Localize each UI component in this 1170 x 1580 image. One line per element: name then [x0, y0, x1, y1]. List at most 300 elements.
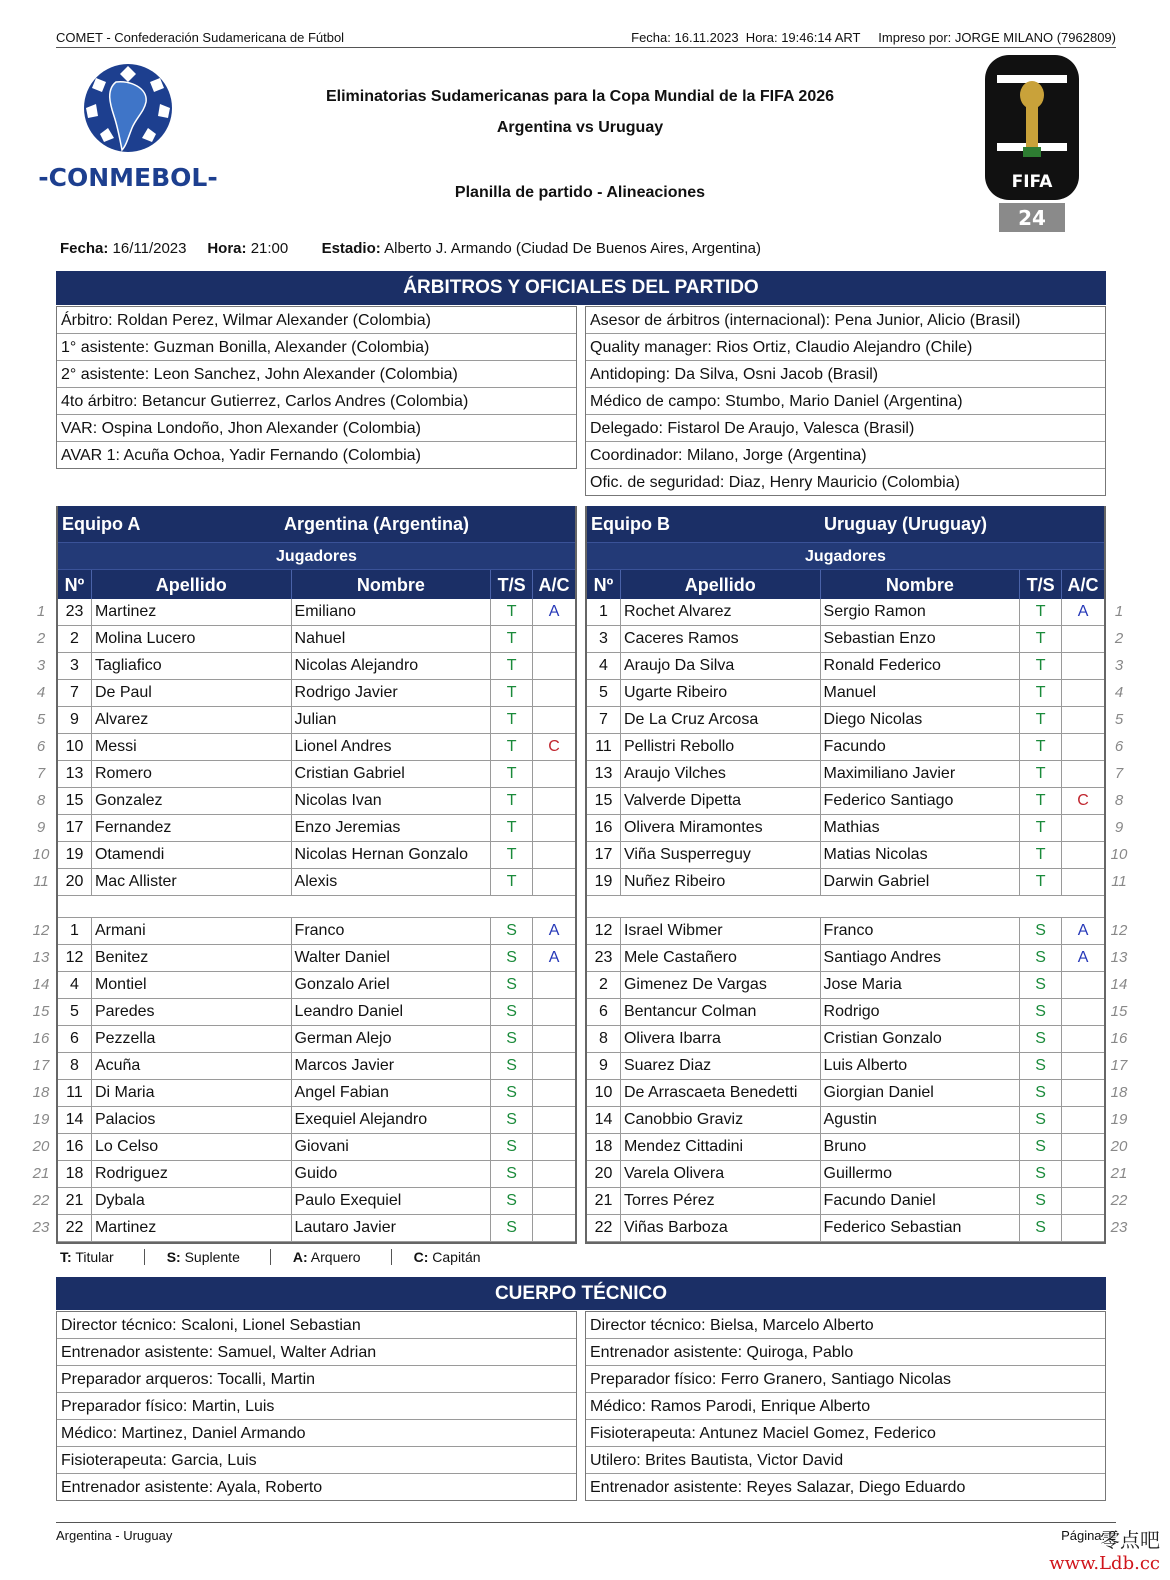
- player-apellido: Messi: [92, 734, 292, 760]
- player-apellido: Ugarte Ribeiro: [621, 680, 821, 706]
- player-nombre: Matias Nicolas: [821, 842, 1021, 868]
- list-item: Fisioterapeuta: Antunez Maciel Gomez, Federico: [586, 1420, 1105, 1447]
- player-ac: [533, 707, 575, 733]
- list-item: 4to árbitro: Betancur Gutierrez, Carlos Andres (Colombia): [57, 388, 576, 415]
- player-number: 8: [58, 1053, 92, 1079]
- player-row: [587, 1053, 1104, 1080]
- legend-key: C:: [413, 1249, 429, 1265]
- player-row: [58, 869, 575, 896]
- player-row: [587, 599, 1104, 626]
- row-index: 18: [1110, 1084, 1128, 1101]
- player-number: 19: [58, 842, 92, 868]
- player-ts: S: [1020, 945, 1062, 971]
- player-row: [58, 599, 575, 626]
- row-index: 16: [32, 1030, 50, 1047]
- player-number: 17: [58, 815, 92, 841]
- player-nombre: Angel Fabian: [292, 1080, 492, 1106]
- team-b-header: [587, 506, 1104, 542]
- player-number: 3: [587, 626, 621, 652]
- players-subheader: Jugadores: [587, 542, 1104, 569]
- player-nombre: Nicolas Alejandro: [292, 653, 492, 679]
- staff-left-list: [56, 1311, 577, 1501]
- list-item: Director técnico: Bielsa, Marcelo Alberto: [586, 1312, 1105, 1339]
- player-ts: T: [491, 734, 533, 760]
- player-nombre: Manuel: [821, 680, 1021, 706]
- player-ts: T: [491, 869, 533, 895]
- player-number: 20: [587, 1161, 621, 1187]
- player-ac: A: [1077, 603, 1089, 620]
- player-number: 3: [58, 653, 92, 679]
- player-nombre: Giorgian Daniel: [821, 1080, 1021, 1106]
- player-ts: T: [1020, 653, 1062, 679]
- list-item: Preparador arqueros: Tocalli, Martin: [57, 1366, 576, 1393]
- row-index: 21: [1110, 1165, 1128, 1182]
- team-a-name: Argentina (Argentina): [283, 514, 469, 534]
- print-header: [56, 30, 1116, 48]
- player-ac: [1062, 1215, 1104, 1241]
- player-nombre: Rodrigo Javier: [292, 680, 492, 706]
- player-row: [58, 707, 575, 734]
- player-nombre: Diego Nicolas: [821, 707, 1021, 733]
- player-row: [58, 1026, 575, 1053]
- player-ac: [1062, 626, 1104, 652]
- player-ac: [1062, 707, 1104, 733]
- player-apellido: Di Maria: [92, 1080, 292, 1106]
- match-info: [60, 240, 761, 257]
- player-number: 6: [58, 1026, 92, 1052]
- player-number: 19: [587, 869, 621, 895]
- player-apellido: Rochet Alvarez: [621, 599, 821, 625]
- players-subheader: Jugadores: [58, 542, 575, 569]
- player-apellido: De Arrascaeta Benedetti: [621, 1080, 821, 1106]
- column-headers: [587, 569, 1104, 599]
- row-index: 15: [1110, 1003, 1128, 1020]
- player-number: 9: [587, 1053, 621, 1079]
- player-apellido: Montiel: [92, 972, 292, 998]
- player-number: 11: [587, 734, 621, 760]
- player-number: 21: [587, 1188, 621, 1214]
- player-number: 16: [587, 815, 621, 841]
- player-ts: S: [491, 1215, 533, 1241]
- player-number: 18: [587, 1134, 621, 1160]
- player-nombre: Franco: [821, 918, 1021, 944]
- player-row: [58, 1080, 575, 1107]
- team-b-rows: [587, 599, 1104, 1242]
- sheet-subtitle: Planilla de partido - Alineaciones: [454, 184, 706, 201]
- legend-titular: [60, 1249, 145, 1265]
- hora-value: 21:00: [250, 240, 289, 257]
- player-row: [58, 734, 575, 761]
- player-ts: S: [1020, 1080, 1062, 1106]
- player-nombre: Santiago Andres: [821, 945, 1021, 971]
- legend-value: Arquero: [310, 1249, 361, 1265]
- list-item: Fisioterapeuta: Garcia, Luis: [57, 1447, 576, 1474]
- player-apellido: Mac Allister: [92, 869, 292, 895]
- player-ts: S: [491, 1026, 533, 1052]
- player-row: [587, 1080, 1104, 1107]
- player-number: 2: [587, 972, 621, 998]
- player-nombre: Jose Maria: [821, 972, 1021, 998]
- row-index: 11: [33, 873, 49, 890]
- player-apellido: De La Cruz Arcosa: [621, 707, 821, 733]
- row-index: 7: [36, 765, 46, 782]
- player-apellido: Dybala: [92, 1188, 292, 1214]
- player-ac: [1062, 1188, 1104, 1214]
- player-apellido: Tagliafico: [92, 653, 292, 679]
- conmebol-wordmark: -CONMEBOL-: [38, 163, 218, 192]
- player-number: 15: [58, 788, 92, 814]
- player-ts: T: [1020, 626, 1062, 652]
- list-item: Coordinador: Milano, Jorge (Argentina): [586, 442, 1105, 469]
- row-index: 13: [32, 949, 50, 966]
- player-row: [587, 972, 1104, 999]
- player-nombre: Federico Santiago: [821, 788, 1021, 814]
- player-ts: T: [1020, 680, 1062, 706]
- list-item: Árbitro: Roldan Perez, Wilmar Alexander (Colombia): [57, 307, 576, 334]
- col-num: Nº: [587, 570, 621, 599]
- player-row: [587, 1134, 1104, 1161]
- player-nombre: Paulo Exequiel: [292, 1188, 492, 1214]
- player-ts: T: [491, 842, 533, 868]
- player-number: 4: [587, 653, 621, 679]
- player-nombre: Ronald Federico: [821, 653, 1021, 679]
- row-index: 9: [1114, 819, 1124, 836]
- player-ac: [1062, 761, 1104, 787]
- player-apellido: Olivera Ibarra: [621, 1026, 821, 1052]
- player-apellido: Gimenez De Vargas: [621, 972, 821, 998]
- player-nombre: Darwin Gabriel: [821, 869, 1021, 895]
- legend-suplente: [167, 1249, 271, 1265]
- team-a-header: [58, 506, 575, 542]
- officials-section-title: ÁRBITROS Y OFICIALES DEL PARTIDO: [56, 271, 1106, 305]
- col-ac: A/C: [538, 575, 570, 595]
- player-ac: [533, 1053, 575, 1079]
- player-ac: [533, 788, 575, 814]
- player-apellido: Nuñez Ribeiro: [621, 869, 821, 895]
- player-number: 4: [58, 972, 92, 998]
- player-nombre: Enzo Jeremias: [292, 815, 492, 841]
- player-ac: A: [548, 922, 560, 939]
- row-index: 8: [36, 792, 46, 809]
- fecha-value: 16/11/2023: [112, 240, 187, 257]
- player-row: [587, 1188, 1104, 1215]
- conmebol-logo: [38, 60, 218, 200]
- player-number: 8: [587, 1026, 621, 1052]
- fifa-year-badge: 24: [1018, 206, 1046, 230]
- list-item: VAR: Ospina Londoño, Jhon Alexander (Colombia): [57, 415, 576, 442]
- player-ts: S: [1020, 1134, 1062, 1160]
- legend-value: Suplente: [184, 1249, 240, 1265]
- player-apellido: Alvarez: [92, 707, 292, 733]
- column-headers: [58, 569, 575, 599]
- player-apellido: Viñas Barboza: [621, 1215, 821, 1241]
- player-ts: T: [1020, 761, 1062, 787]
- player-apellido: Fernandez: [92, 815, 292, 841]
- estadio-label: Estadio:: [321, 240, 381, 257]
- row-index: 6: [36, 738, 46, 755]
- player-ts: S: [491, 1161, 533, 1187]
- row-index: 22: [32, 1192, 50, 1209]
- legend-arquero: [293, 1249, 392, 1265]
- page-footer: [56, 1522, 1116, 1542]
- player-ac: A: [1077, 922, 1089, 939]
- player-ac: [1062, 815, 1104, 841]
- col-ts: T/S: [1020, 570, 1062, 599]
- player-number: 23: [587, 945, 621, 971]
- player-apellido: Gonzalez: [92, 788, 292, 814]
- player-row: [58, 680, 575, 707]
- row-separator: [58, 896, 575, 918]
- player-ts: S: [491, 1134, 533, 1160]
- player-row: [587, 869, 1104, 896]
- player-ac: [1062, 972, 1104, 998]
- row-index: 19: [1110, 1111, 1128, 1128]
- player-ts: T: [1020, 599, 1062, 625]
- player-ts: T: [491, 626, 533, 652]
- player-nombre: Walter Daniel: [292, 945, 492, 971]
- watermark-cn: 零点吧: [1100, 1528, 1160, 1552]
- player-row: [58, 626, 575, 653]
- player-apellido: Torres Pérez: [621, 1188, 821, 1214]
- player-ac: C: [1077, 792, 1089, 809]
- list-item: Médico: Ramos Parodi, Enrique Alberto: [586, 1393, 1105, 1420]
- player-row: [58, 1107, 575, 1134]
- player-number: 7: [58, 680, 92, 706]
- row-index: 23: [1110, 1219, 1128, 1236]
- hora-label: Hora:: [207, 240, 247, 257]
- player-nombre: Marcos Javier: [292, 1053, 492, 1079]
- player-row: [58, 653, 575, 680]
- player-ac: [1062, 1134, 1104, 1160]
- legend-capitan: [414, 1249, 511, 1265]
- list-item: Utilero: Brites Bautista, Victor David: [586, 1447, 1105, 1474]
- row-index: 13: [1110, 949, 1128, 966]
- player-nombre: German Alejo: [292, 1026, 492, 1052]
- row-index: 20: [32, 1138, 50, 1155]
- player-row: [587, 707, 1104, 734]
- row-index: 9: [36, 819, 46, 836]
- list-item: Médico de campo: Stumbo, Mario Daniel (Argentina): [586, 388, 1105, 415]
- player-row: [587, 1107, 1104, 1134]
- player-ts: T: [491, 761, 533, 787]
- player-row: [58, 1161, 575, 1188]
- player-apellido: Otamendi: [92, 842, 292, 868]
- legend-value: Titular: [75, 1249, 114, 1265]
- player-apellido: Mele Castañero: [621, 945, 821, 971]
- player-ac: A: [1077, 949, 1089, 966]
- player-ts: S: [491, 1188, 533, 1214]
- estadio-value: Alberto J. Armando (Ciudad De Buenos Aires, Argentina): [384, 240, 761, 257]
- site-watermark: [1049, 1524, 1160, 1574]
- team-a-label: Equipo A: [62, 514, 141, 534]
- player-number: 11: [58, 1080, 92, 1106]
- legend-key: S:: [166, 1249, 181, 1265]
- player-nombre: Sebastian Enzo: [821, 626, 1021, 652]
- match-title: Argentina vs Uruguay: [496, 119, 664, 136]
- player-ts: S: [491, 945, 533, 971]
- officials-left-list: [56, 306, 577, 469]
- player-ts: S: [491, 1107, 533, 1133]
- player-ac: [1062, 1053, 1104, 1079]
- list-item: 2° asistente: Leon Sanchez, John Alexander (Colombia): [57, 361, 576, 388]
- player-ts: S: [1020, 1026, 1062, 1052]
- player-ac: [1062, 653, 1104, 679]
- list-item: Entrenador asistente: Quiroga, Pablo: [586, 1339, 1105, 1366]
- row-index: 2: [1114, 630, 1124, 647]
- player-row: [58, 1134, 575, 1161]
- player-ac: [533, 815, 575, 841]
- player-number: 12: [58, 945, 92, 971]
- player-ac: [1062, 1026, 1104, 1052]
- player-ac: [1062, 1107, 1104, 1133]
- player-number: 17: [587, 842, 621, 868]
- player-nombre: Giovani: [292, 1134, 492, 1160]
- player-ac: [533, 999, 575, 1025]
- list-item: AVAR 1: Acuña Ochoa, Yadir Fernando (Colombia): [61, 447, 421, 464]
- player-nombre: Lautaro Javier: [292, 1215, 492, 1241]
- player-row: [58, 972, 575, 999]
- player-apellido: Suarez Diaz: [621, 1053, 821, 1079]
- player-ts: S: [1020, 1215, 1062, 1241]
- row-index: 4: [36, 684, 46, 701]
- player-ts: S: [491, 918, 533, 944]
- row-index: 18: [32, 1084, 50, 1101]
- player-apellido: Olivera Miramontes: [621, 815, 821, 841]
- row-index: 3: [36, 657, 46, 674]
- player-apellido: Canobbio Graviz: [621, 1107, 821, 1133]
- player-nombre: Nicolas Ivan: [292, 788, 492, 814]
- legend-key: T:: [60, 1249, 72, 1265]
- player-ts: T: [491, 599, 533, 625]
- watermark-url: www.Ldb.cc: [1049, 1553, 1160, 1574]
- row-index: 6: [1114, 738, 1124, 755]
- player-row: [587, 842, 1104, 869]
- player-number: 23: [58, 599, 92, 625]
- player-ts: T: [1020, 788, 1062, 814]
- player-apellido: Pezzella: [92, 1026, 292, 1052]
- player-nombre: Lionel Andres: [292, 734, 492, 760]
- player-ac: [1062, 999, 1104, 1025]
- player-row: [587, 680, 1104, 707]
- player-row: [58, 788, 575, 815]
- player-number: 13: [587, 761, 621, 787]
- player-row: [587, 626, 1104, 653]
- player-nombre: Luis Alberto: [821, 1053, 1021, 1079]
- player-number: 18: [58, 1161, 92, 1187]
- player-ts: T: [1020, 734, 1062, 760]
- competition-title: Eliminatorias Sudamericanas para la Copa Mundial de la FIFA 2026: [325, 88, 835, 105]
- player-row: [58, 1053, 575, 1080]
- player-nombre: Bruno: [821, 1134, 1021, 1160]
- col-ac: A/C: [1067, 575, 1099, 595]
- col-nombre: Nombre: [821, 570, 1021, 599]
- player-row: [587, 815, 1104, 842]
- player-number: 14: [58, 1107, 92, 1133]
- row-index: 1: [36, 603, 46, 620]
- player-nombre: Nahuel: [292, 626, 492, 652]
- team-b-name: Uruguay (Uruguay): [823, 514, 987, 534]
- player-apellido: Araujo Vilches: [621, 761, 821, 787]
- organization-label: COMET - Confederación Sudamericana de Fútbol: [56, 30, 345, 45]
- player-apellido: Paredes: [92, 999, 292, 1025]
- player-nombre: Maximiliano Javier: [821, 761, 1021, 787]
- player-number: 22: [58, 1215, 92, 1241]
- player-row: [58, 761, 575, 788]
- player-row: [58, 918, 575, 945]
- player-number: 1: [58, 918, 92, 944]
- player-apellido: Molina Lucero: [92, 626, 292, 652]
- list-item: Entrenador asistente: Samuel, Walter Adrian: [57, 1339, 576, 1366]
- player-ac: C: [548, 738, 560, 755]
- player-number: 14: [587, 1107, 621, 1133]
- row-index: 23: [32, 1219, 50, 1236]
- player-ac: [533, 1188, 575, 1214]
- player-apellido: De Paul: [92, 680, 292, 706]
- row-index: 10: [32, 846, 50, 863]
- player-ts: S: [1020, 1107, 1062, 1133]
- player-apellido: Viña Susperreguy: [621, 842, 821, 868]
- officials-right-list: [585, 306, 1106, 496]
- player-nombre: Cristian Gabriel: [292, 761, 492, 787]
- player-apellido: Martinez: [92, 1215, 292, 1241]
- player-row: [587, 734, 1104, 761]
- player-ac: [533, 1215, 575, 1241]
- player-number: 10: [587, 1080, 621, 1106]
- row-index: 16: [1110, 1030, 1128, 1047]
- list-item: Entrenador asistente: Reyes Salazar, Diego Eduardo: [590, 1479, 966, 1496]
- player-ac: [533, 1080, 575, 1106]
- player-number: 1: [587, 599, 621, 625]
- col-num: Nº: [58, 570, 92, 599]
- row-index: 5: [1114, 711, 1124, 728]
- player-apellido: Martinez: [92, 599, 292, 625]
- row-index: 8: [1114, 792, 1124, 809]
- print-info: Fecha: 16.11.2023 Hora: 19:46:14 ART Impreso por: JORGE MILANO (7962809): [631, 30, 1116, 45]
- player-nombre: Gonzalo Ariel: [292, 972, 492, 998]
- fifa-wordmark: FIFA: [1011, 172, 1053, 192]
- row-index: 10: [1110, 846, 1128, 863]
- player-apellido: Caceres Ramos: [621, 626, 821, 652]
- player-ac: [533, 1026, 575, 1052]
- player-ac: [533, 869, 575, 895]
- player-number: 9: [58, 707, 92, 733]
- player-ac: [533, 972, 575, 998]
- player-number: 15: [587, 788, 621, 814]
- player-number: 5: [587, 680, 621, 706]
- col-apellido: Apellido: [92, 570, 292, 599]
- row-index: 1: [1114, 603, 1124, 620]
- player-ac: [1062, 1080, 1104, 1106]
- player-ts: T: [1020, 869, 1062, 895]
- player-ts: T: [1020, 707, 1062, 733]
- player-ac: [533, 626, 575, 652]
- player-ac: [1062, 734, 1104, 760]
- col-nombre: Nombre: [292, 570, 492, 599]
- list-item: Quality manager: Rios Ortiz, Claudio Alejandro (Chile): [586, 334, 1105, 361]
- player-nombre: Federico Sebastian: [821, 1215, 1021, 1241]
- player-apellido: Benitez: [92, 945, 292, 971]
- player-ts: T: [491, 680, 533, 706]
- player-nombre: Mathias: [821, 815, 1021, 841]
- player-ac: [533, 653, 575, 679]
- player-row: [587, 1026, 1104, 1053]
- player-ac: [1062, 842, 1104, 868]
- staff-section-title: CUERPO TÉCNICO: [56, 1277, 1106, 1310]
- player-number: 7: [587, 707, 621, 733]
- player-ac: [1062, 1161, 1104, 1187]
- row-index: 2: [36, 630, 46, 647]
- row-index: 17: [1110, 1057, 1128, 1074]
